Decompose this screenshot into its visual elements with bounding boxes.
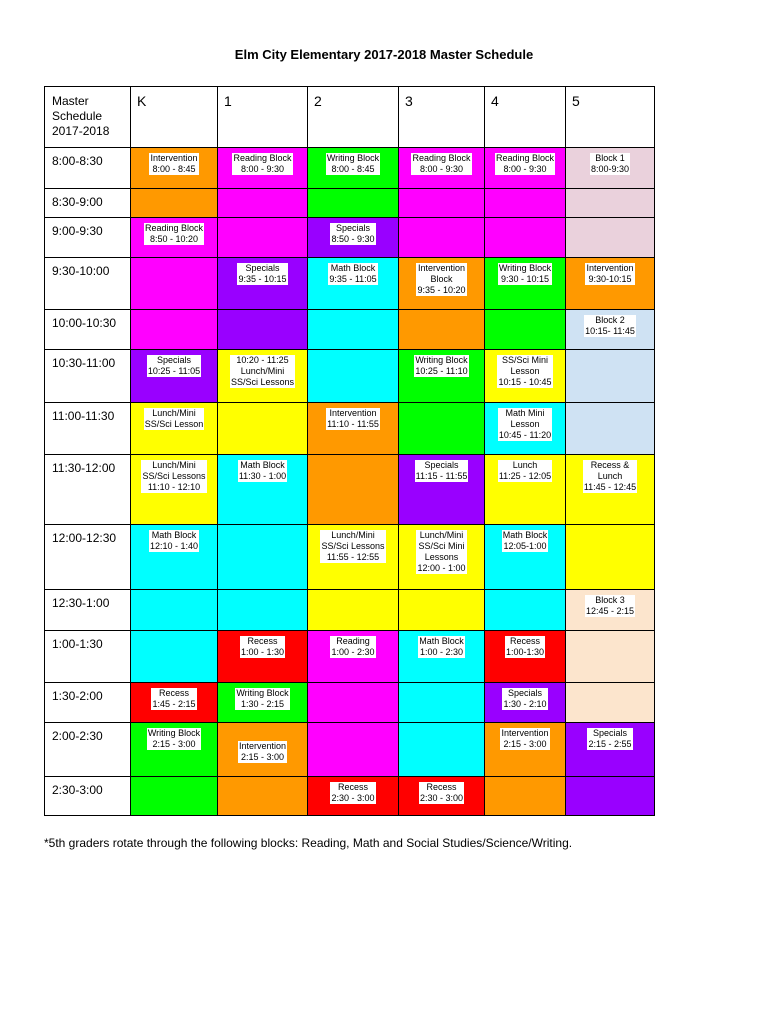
schedule-cell: [218, 630, 308, 682]
schedule-cell: [566, 257, 655, 309]
table-row: [45, 525, 655, 589]
block-label: SS/Sci Mini Lesson 10:15 - 10:45: [498, 355, 552, 388]
schedule-cell: [399, 310, 485, 350]
schedule-cell: [399, 257, 485, 309]
table-row: [45, 350, 655, 402]
schedule-cell: [218, 589, 308, 630]
schedule-cell: [218, 683, 308, 723]
schedule-cell: [566, 589, 655, 630]
schedule-cell: [485, 350, 566, 402]
schedule-cell: [485, 188, 566, 217]
schedule-cell: [485, 148, 566, 188]
block-label: Recess & Lunch 11:45 - 12:45: [583, 459, 637, 492]
schedule-cell: [131, 589, 218, 630]
schedule-cell: [485, 525, 566, 589]
page-title: Elm City Elementary 2017-2018 Master Schedule: [234, 47, 534, 62]
block-label: Recess 1:00-1:30: [505, 635, 545, 657]
schedule-cell: [399, 217, 485, 257]
block-label: Lunch 11:25 - 12:05: [498, 459, 552, 481]
schedule-table: [44, 86, 655, 816]
block-label: Math Mini Lesson 10:45 - 11:20: [498, 407, 552, 440]
header-row: [45, 87, 655, 148]
schedule-cell: [308, 188, 399, 217]
schedule-cell: [566, 402, 655, 454]
schedule-cell: [566, 148, 655, 188]
schedule-cell: [308, 454, 399, 524]
table-row: [45, 257, 655, 309]
table-row: [45, 589, 655, 630]
schedule-cell: [218, 310, 308, 350]
block-label: Reading Block 8:00 - 9:30: [412, 153, 471, 175]
schedule-cell: [566, 525, 655, 589]
schedule-cell: [308, 525, 399, 589]
schedule-cell: [308, 350, 399, 402]
block-label: Specials 8:50 - 9:30: [331, 222, 375, 244]
schedule-cell: [218, 402, 308, 454]
time-slot: 8:00-8:30: [45, 148, 131, 188]
block-label: Recess 2:30 - 3:00: [419, 781, 464, 803]
block-label: Writing Block 8:00 - 8:45: [326, 153, 380, 175]
block-label: Math Block 11:30 - 1:00: [238, 459, 287, 481]
schedule-cell: [399, 525, 485, 589]
block-label: Lunch/Mini SS/Sci Mini Lessons 12:00 - 1:00: [417, 530, 466, 574]
schedule-cell: [566, 350, 655, 402]
schedule-cell: [485, 683, 566, 723]
block-label: Recess 1:00 - 1:30: [240, 635, 285, 657]
schedule-cell: [218, 723, 308, 776]
schedule-cell: [485, 217, 566, 257]
schedule-cell: [399, 350, 485, 402]
block-label: Math Block 12:10 - 1:40: [149, 530, 199, 552]
header-grade-1: 1: [218, 87, 308, 148]
table-row: [45, 723, 655, 776]
table-row: [45, 683, 655, 723]
table-row: [45, 454, 655, 524]
schedule-cell: [131, 350, 218, 402]
schedule-cell: [566, 454, 655, 524]
header-grade-4: 4: [485, 87, 566, 148]
schedule-cell: [131, 217, 218, 257]
schedule-cell: [485, 402, 566, 454]
schedule-cell: [131, 525, 218, 589]
block-label: Intervention 9:30-10:15: [586, 262, 634, 284]
schedule-cell: [131, 630, 218, 682]
block-label: Recess 1:45 - 2:15: [152, 688, 196, 710]
schedule-cell: [566, 683, 655, 723]
block-label: Math Block 9:35 - 11:05: [329, 262, 377, 284]
schedule-cell: [485, 310, 566, 350]
block-label: Reading Block 8:00 - 9:30: [233, 153, 292, 175]
schedule-cell: [399, 683, 485, 723]
schedule-cell: [218, 776, 308, 815]
block-label: Lunch/Mini SS/Sci Lessons 11:55 - 12:55: [321, 530, 385, 563]
header-grade-2: 2: [308, 87, 399, 148]
schedule-cell: [131, 402, 218, 454]
table-row: [45, 148, 655, 188]
block-label: Math Block 1:00 - 2:30: [419, 635, 464, 657]
table-row: [45, 217, 655, 257]
schedule-cell: [308, 776, 399, 815]
block-label: Specials 1:30 - 2:10: [503, 688, 547, 710]
footnote: *5th graders rotate through the following blocks: Reading, Math and Social Studies/Science/Writing.: [44, 836, 573, 850]
block-label: Specials 2:15 - 2:55: [588, 728, 632, 750]
block-label: Writing Block 1:30 - 2:15: [236, 688, 289, 710]
schedule-cell: [218, 257, 308, 309]
schedule-cell: [308, 589, 399, 630]
schedule-cell: [218, 350, 308, 402]
schedule-cell: [566, 776, 655, 815]
schedule-cell: [485, 589, 566, 630]
schedule-cell: [399, 723, 485, 776]
schedule-cell: [131, 310, 218, 350]
table-row: [45, 310, 655, 350]
block-label: Intervention 2:15 - 3:00: [238, 741, 287, 763]
time-slot: 2:30-3:00: [45, 776, 131, 815]
schedule-cell: [131, 776, 218, 815]
schedule-cell: [218, 217, 308, 257]
time-slot: 9:00-9:30: [45, 217, 131, 257]
schedule-cell: [131, 257, 218, 309]
schedule-cell: [399, 589, 485, 630]
schedule-cell: [566, 310, 655, 350]
time-slot: 1:00-1:30: [45, 630, 131, 682]
time-slot: 10:30-11:00: [45, 350, 131, 402]
header-grade-5: 5: [566, 87, 655, 148]
header-grade-3: 3: [399, 87, 485, 148]
schedule-cell: [566, 188, 655, 217]
schedule-cell: [308, 310, 399, 350]
table-row: [45, 630, 655, 682]
block-label: Specials 10:25 - 11:05: [147, 355, 201, 377]
time-slot: 1:30-2:00: [45, 683, 131, 723]
table-row: [45, 188, 655, 217]
schedule-cell: [218, 454, 308, 524]
schedule-cell: [218, 525, 308, 589]
schedule-cell: [131, 723, 218, 776]
time-slot: 11:00-11:30: [45, 402, 131, 454]
schedule-cell: [131, 188, 218, 217]
time-slot: 8:30-9:00: [45, 188, 131, 217]
block-label: Block 2 10:15- 11:45: [585, 315, 635, 337]
schedule-cell: [308, 217, 399, 257]
schedule-cell: [485, 776, 566, 815]
block-label: 10:20 - 11:25 Lunch/Mini SS/Sci Lessons: [230, 355, 295, 388]
block-label: Specials 11:15 - 11:55: [415, 459, 468, 481]
table-row: [45, 402, 655, 454]
schedule-cell: [485, 723, 566, 776]
block-label: Lunch/Mini SS/Sci Lessons 11:10 - 12:10: [142, 459, 206, 492]
schedule-cell: [566, 630, 655, 682]
schedule-cell: [399, 776, 485, 815]
block-label: Writing Block 9:30 - 10:15: [498, 262, 552, 284]
schedule-cell: [308, 723, 399, 776]
header-grade-k: K: [131, 87, 218, 148]
schedule-cell: [485, 454, 566, 524]
schedule-cell: [399, 630, 485, 682]
block-label: Reading 1:00 - 2:30: [331, 635, 375, 657]
schedule-cell: [399, 188, 485, 217]
schedule-cell: [308, 257, 399, 309]
block-label: Lunch/Mini SS/Sci Lesson: [144, 407, 204, 429]
schedule-cell: [566, 723, 655, 776]
schedule-cell: [566, 217, 655, 257]
schedule-cell: [308, 402, 399, 454]
time-slot: 12:30-1:00: [45, 589, 131, 630]
schedule-cell: [399, 148, 485, 188]
schedule-cell: [485, 630, 566, 682]
schedule-cell: [308, 683, 399, 723]
block-label: Writing Block 2:15 - 3:00: [147, 728, 201, 750]
block-label: Block 1 8:00-9:30: [590, 153, 630, 175]
block-label: Intervention 2:15 - 3:00: [501, 728, 549, 750]
schedule-cell: [485, 257, 566, 309]
block-label: Intervention Block 9:35 - 10:20: [417, 262, 466, 295]
time-slot: 12:00-12:30: [45, 525, 131, 589]
time-slot: 10:00-10:30: [45, 310, 131, 350]
schedule-cell: [218, 148, 308, 188]
schedule-cell: [131, 683, 218, 723]
header-corner: Master Schedule 2017-2018: [45, 87, 131, 148]
schedule-cell: [308, 630, 399, 682]
block-label: Writing Block 10:25 - 11:10: [415, 355, 468, 377]
schedule-cell: [308, 148, 399, 188]
time-slot: 9:30-10:00: [45, 257, 131, 309]
block-label: Intervention 8:00 - 8:45: [150, 153, 198, 175]
time-slot: 11:30-12:00: [45, 454, 131, 524]
block-label: Math Block 12:05-1:00: [502, 530, 548, 552]
block-label: Reading Block 8:00 - 9:30: [495, 153, 555, 175]
block-label: Recess 2:30 - 3:00: [331, 781, 375, 803]
block-label: Reading Block 8:50 - 10:20: [144, 222, 204, 244]
block-label: Block 3 12:45 - 2:15: [585, 594, 635, 616]
schedule-cell: [131, 148, 218, 188]
schedule-cell: [218, 188, 308, 217]
schedule-cell: [399, 402, 485, 454]
block-label: Specials 9:35 - 10:15: [238, 262, 287, 284]
block-label: Intervention 11:10 - 11:55: [327, 407, 379, 429]
time-slot: 2:00-2:30: [45, 723, 131, 776]
table-row: [45, 776, 655, 815]
schedule-cell: [399, 454, 485, 524]
schedule-cell: [131, 454, 218, 524]
